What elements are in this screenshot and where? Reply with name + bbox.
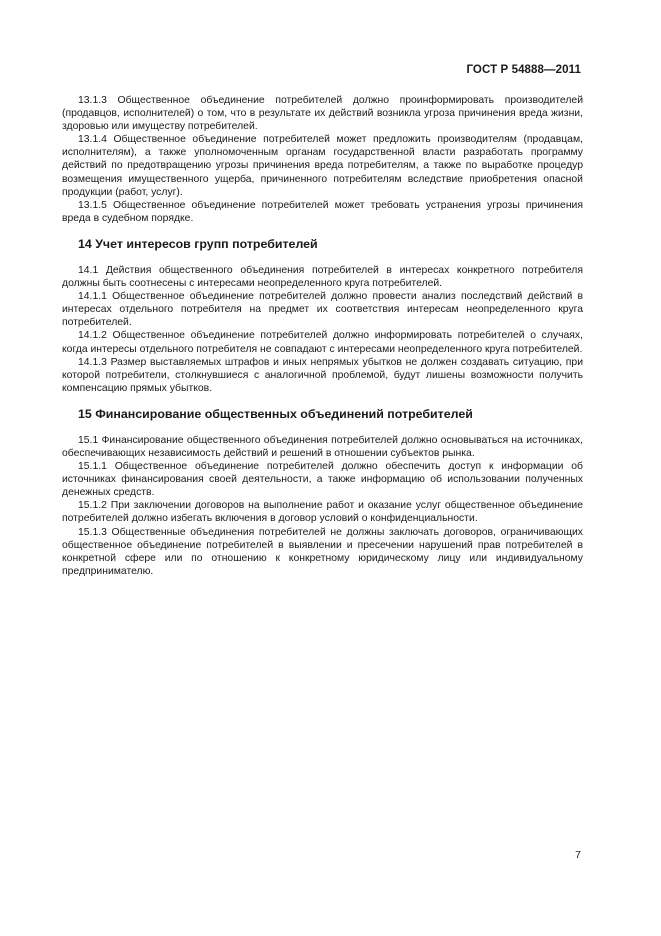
paragraph-13-1-4: 13.1.4 Общественное объединение потребителей может предложить производителям (продавцам, исполнителям), а также уполномоченным органам государственной власти разработать программу действий по предотвращению угрозы причинения вреда потребителям, а также по выработке процедур возмещения имущественного ущерба, причиненного потребителям вследствие приобретения опасной продукции (работ, услуг). <box>62 134 583 198</box>
document-body <box>62 94 583 578</box>
paragraph-14-1: 14.1 Действия общественного объединения потребителей в интересах конкретного потребителя должны быть соотнесены с интересами неопределенного круга потребителей. <box>62 264 583 290</box>
paragraph-14-1-2: 14.1.2 Общественное объединение потребителей должно информировать потребителей о случаях, когда интересы отдельного потребителя не совпадают с интересами неопределенного круга потребителей. <box>62 330 583 355</box>
paragraph-14-1-3: 14.1.3 Размер выставляемых штрафов и иных непрямых убытков не должен создавать ситуацию, при которой потребители, столкнувшиеся с аналогичной проблемой, будут лишены возможности получить компенсацию прямых убытков. <box>62 356 583 394</box>
paragraph-15-1-1: 15.1.1 Общественное объединение потребителей должно обеспечить доступ к информации об источниках финансирования своей деятельности, а также информацию об использовании полученных денежных средств. <box>62 461 583 499</box>
section-heading-14: 14 Учет интересов групп потребителей <box>78 236 318 251</box>
document-code: ГОСТ Р 54888—2011 <box>466 64 581 76</box>
paragraph-15-1-3: 15.1.3 Общественные объединения потребителей не должны заключать договоров, ограничивающих общественное объединение потребителей в выявлении и пресечении нарушений прав потребителей в конкретной сфере или по отношению к конкретному юридическому лицу или индивидуальному предпринимателю. <box>62 526 583 577</box>
paragraph-14-1-1: 14.1.1 Общественное объединение потребителей должно провести анализ последствий действий в интересах отдельного потребителя на предмет их соответствия интересам неопределенного круга потребителей. <box>62 291 583 329</box>
page-number: 7 <box>575 849 581 861</box>
paragraph-13-1-5: 13.1.5 Общественное объединение потребителей может требовать устранения угрозы причинения вреда в судебном порядке. <box>62 199 583 224</box>
paragraph-15-1: 15.1 Финансирование общественного объединения потребителей должно основываться на источниках, обеспечивающих независимость действий и решений в отношении субъектов рынка. <box>62 434 583 459</box>
section-heading-15: 15 Финансирование общественных объединений потребителей <box>78 406 473 421</box>
paragraph-13-1-3: 13.1.3 Общественное объединение потребителей должно проинформировать производителей (продавцов, исполнителей) о том, что в результате их действий возникла угроза причинения вреда жизни, здоровью или имуществу потребителей. <box>62 95 583 133</box>
paragraph-15-1-2: 15.1.2 При заключении договоров на выполнение работ и оказание услуг общественное объединение потребителей должно избегать включения в договор условий о конфиденциальности. <box>62 500 583 525</box>
